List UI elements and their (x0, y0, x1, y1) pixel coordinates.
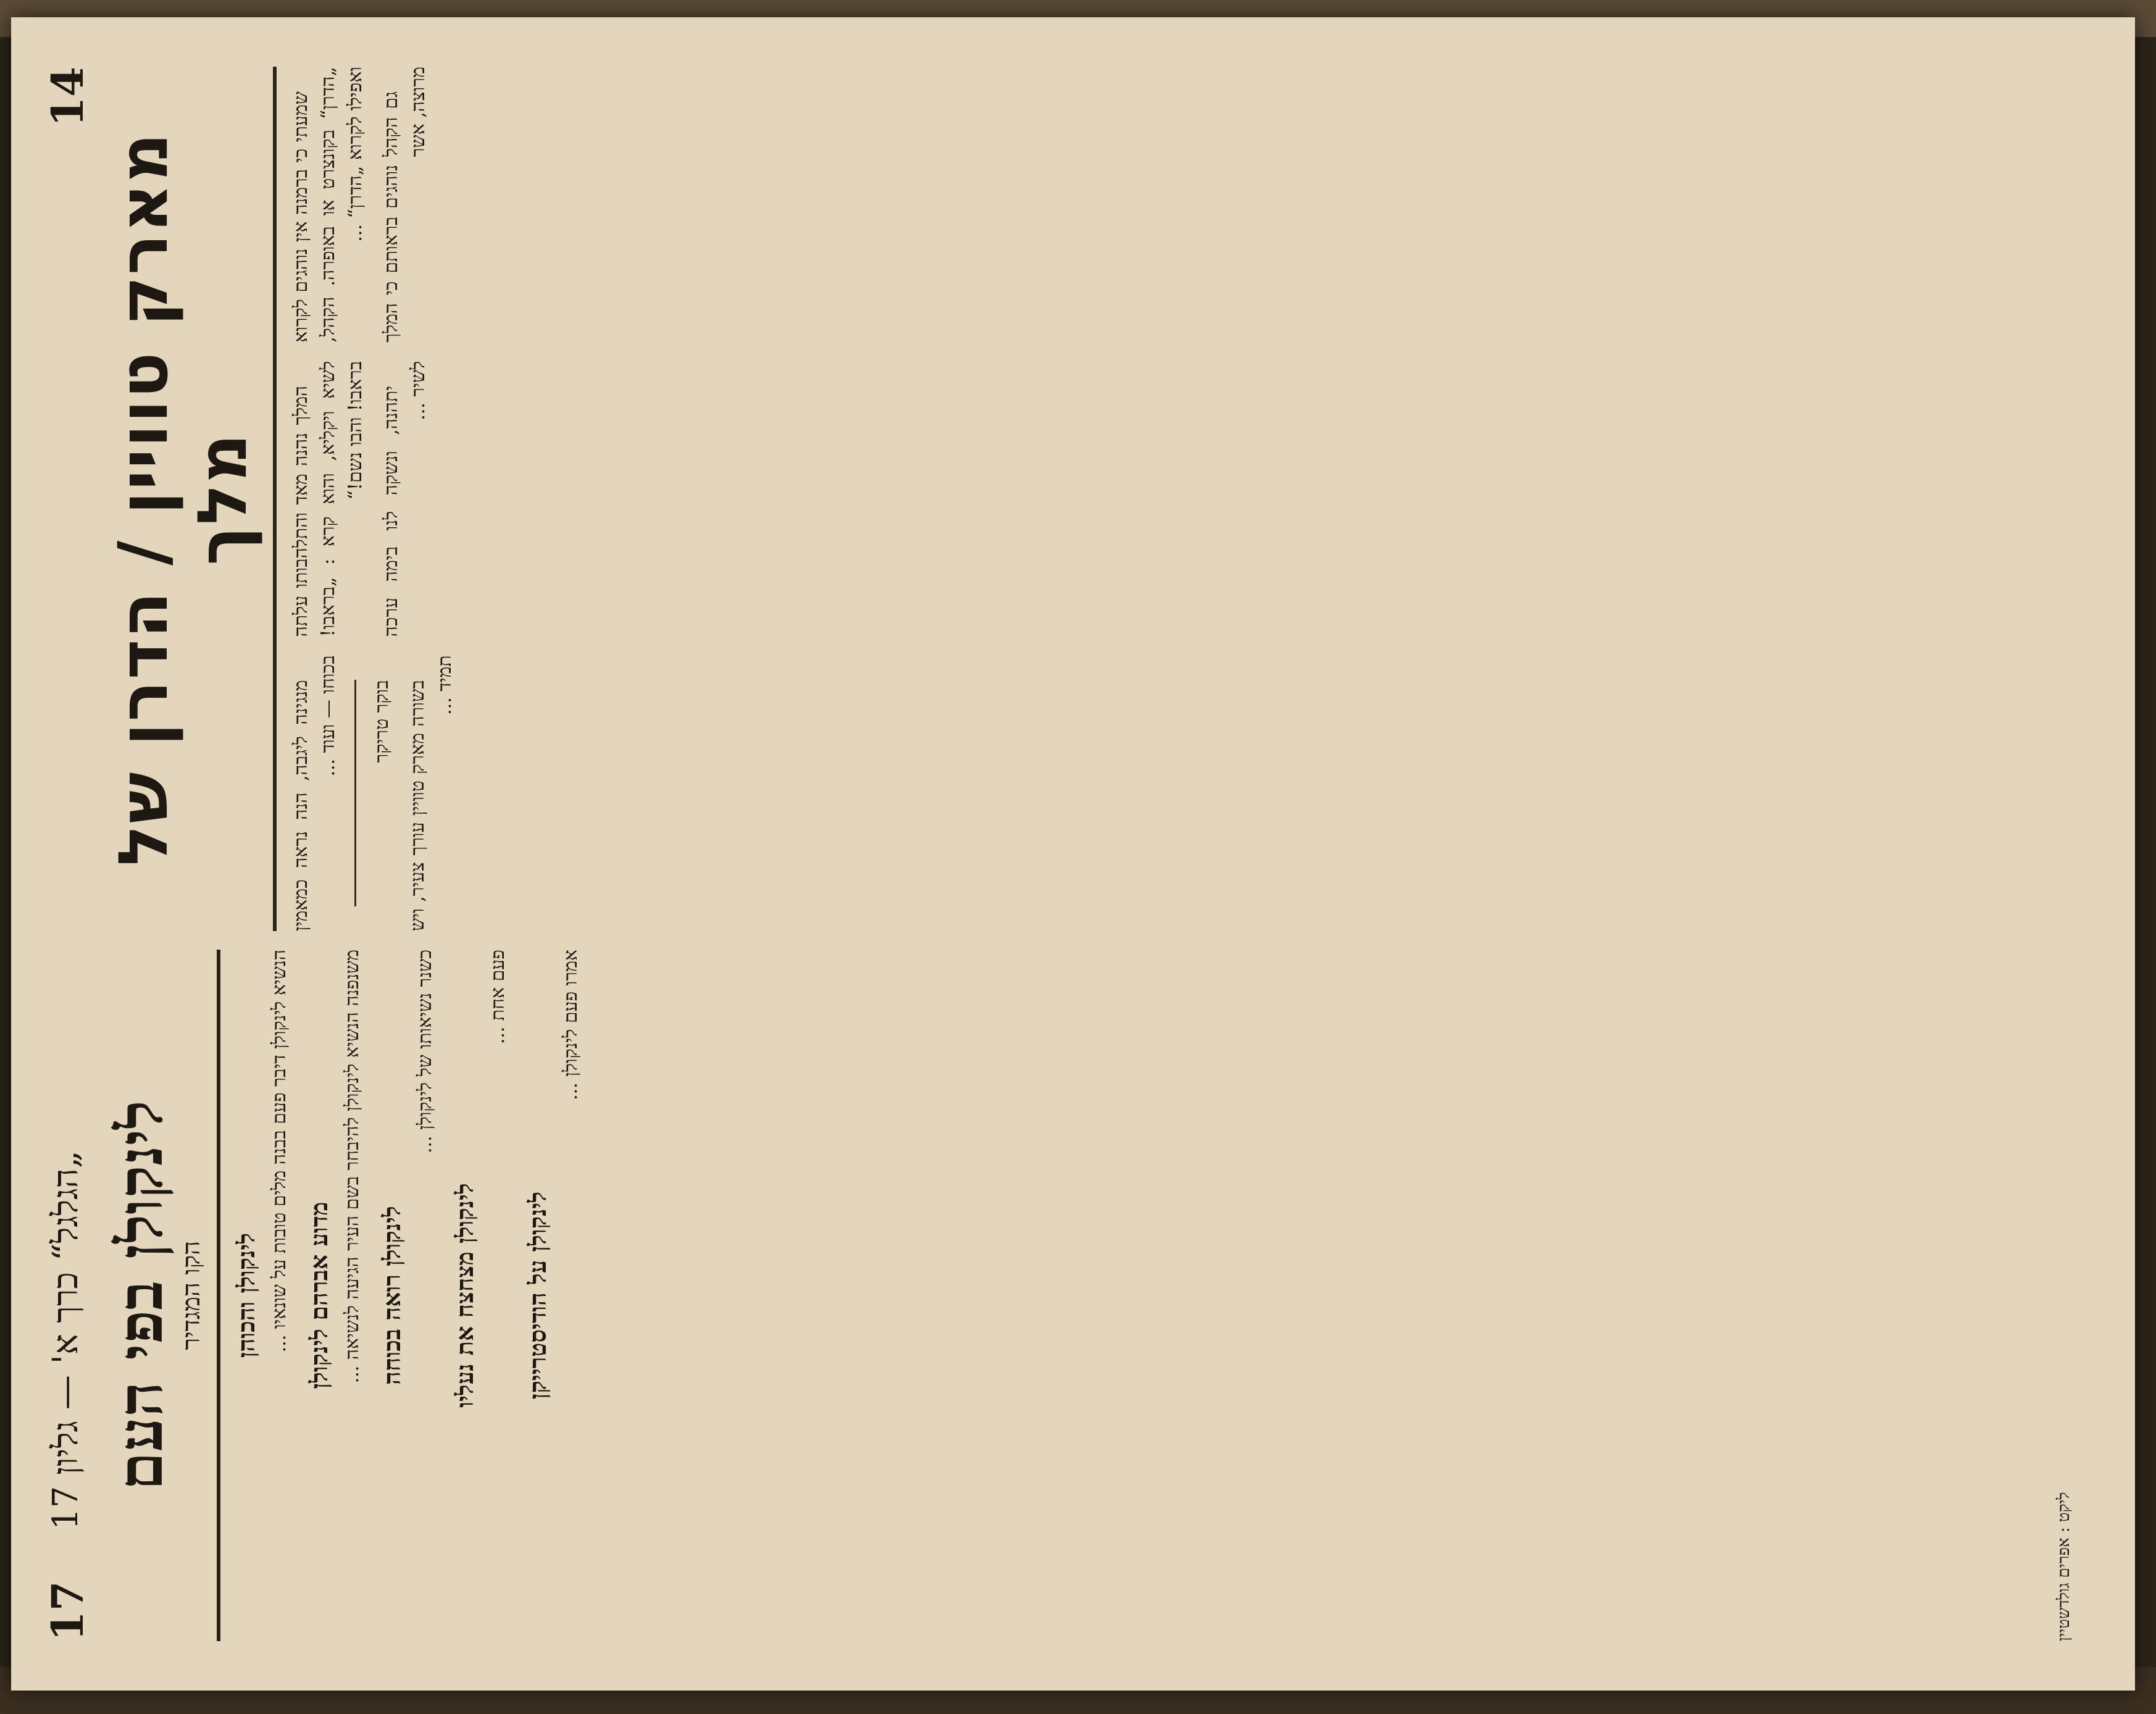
main-article-title: מארק טוויין / הדרן של מלך (104, 132, 262, 866)
running-header (36, 67, 110, 1641)
anecdote-text: משנפנה הנשיא לינקולן להיבחר בשם העיר הגיעה לנשיאה ... (341, 950, 363, 1384)
title-rule (217, 950, 220, 1641)
anecdote-4 (451, 950, 512, 1641)
paragraph: בשורה מארק טוויין עורך צעיר, ויש תמיד ... (407, 655, 456, 932)
page-content (11, 17, 2135, 1691)
anecdote-title: לינקולן רואה בכוחה (378, 1206, 406, 1385)
paragraph: שמעתי כי ברמנה אין נוהגים לקרוא „הדרן“ בקונצרט או באופרה. הקהל, ואפילו לקרוא „הדרן“ ... (290, 67, 366, 343)
anecdote-text: פעם אחת ... (487, 950, 509, 1045)
anecdote-text: אמרו פעם לינקולן ... (560, 950, 582, 1100)
side-article-title: לינקולן בפי העם (104, 1100, 177, 1490)
paragraph: מנגינה ליגבה, הנה נראה כמאמין בכוחו — ועוד ... (290, 655, 339, 932)
main-column-1 (288, 67, 2115, 343)
paragraph: בוקר טריקר (371, 680, 393, 763)
anecdote-text: כשנר נשיאותו של לינקולן ... (414, 950, 436, 1153)
paragraph: המלך נהנה מאד והתלהבותו עלתה לשיא ויקליא, והוא קרא : „בראבו! בראבו! והבו נשם!“ (290, 361, 366, 637)
page-number-left: 17 (42, 1581, 93, 1641)
main-column-2 (288, 361, 2115, 637)
side-article (104, 950, 2092, 1641)
anecdote-text: הנשיא לינקולן דיבר פעם בבנה מלים טובות על שונאיו ... (269, 950, 290, 1353)
section-divider (354, 680, 356, 906)
attribution: ליקט : אפרים גולדשטיין (2055, 1492, 2073, 1641)
main-column-3 (288, 655, 2115, 931)
anecdote-2 (306, 950, 366, 1641)
paragraph: יתהנה, ונשקה לנו בימה ערכה לשיר ... (380, 361, 429, 637)
anecdote-title: מדוע אברהם לינקולן (305, 1202, 333, 1389)
anecdote-title: לינקולן והכוהן (232, 1232, 260, 1358)
anecdote-3 (378, 950, 439, 1641)
page-number-right: 14 (42, 67, 93, 127)
anecdote-1 (233, 950, 293, 1641)
anecdote-title: לינקולן על הודיסטרייקן (524, 1191, 551, 1400)
paragraph: גם הקהל נוהגים בראותם כי המלך מרוצה, אשר (380, 67, 429, 343)
main-article (104, 67, 2092, 931)
anecdote-5 (524, 950, 585, 1641)
scanned-page (11, 17, 2135, 1691)
side-article-subtitle: הקו המגדיר (177, 1240, 206, 1350)
journal-title: „הגלגל“ כרך א' — גליון 17 (46, 1150, 86, 1530)
anecdote-title: לינקולן מצחצח את נעליו (451, 1183, 478, 1408)
title-rule (273, 67, 277, 931)
